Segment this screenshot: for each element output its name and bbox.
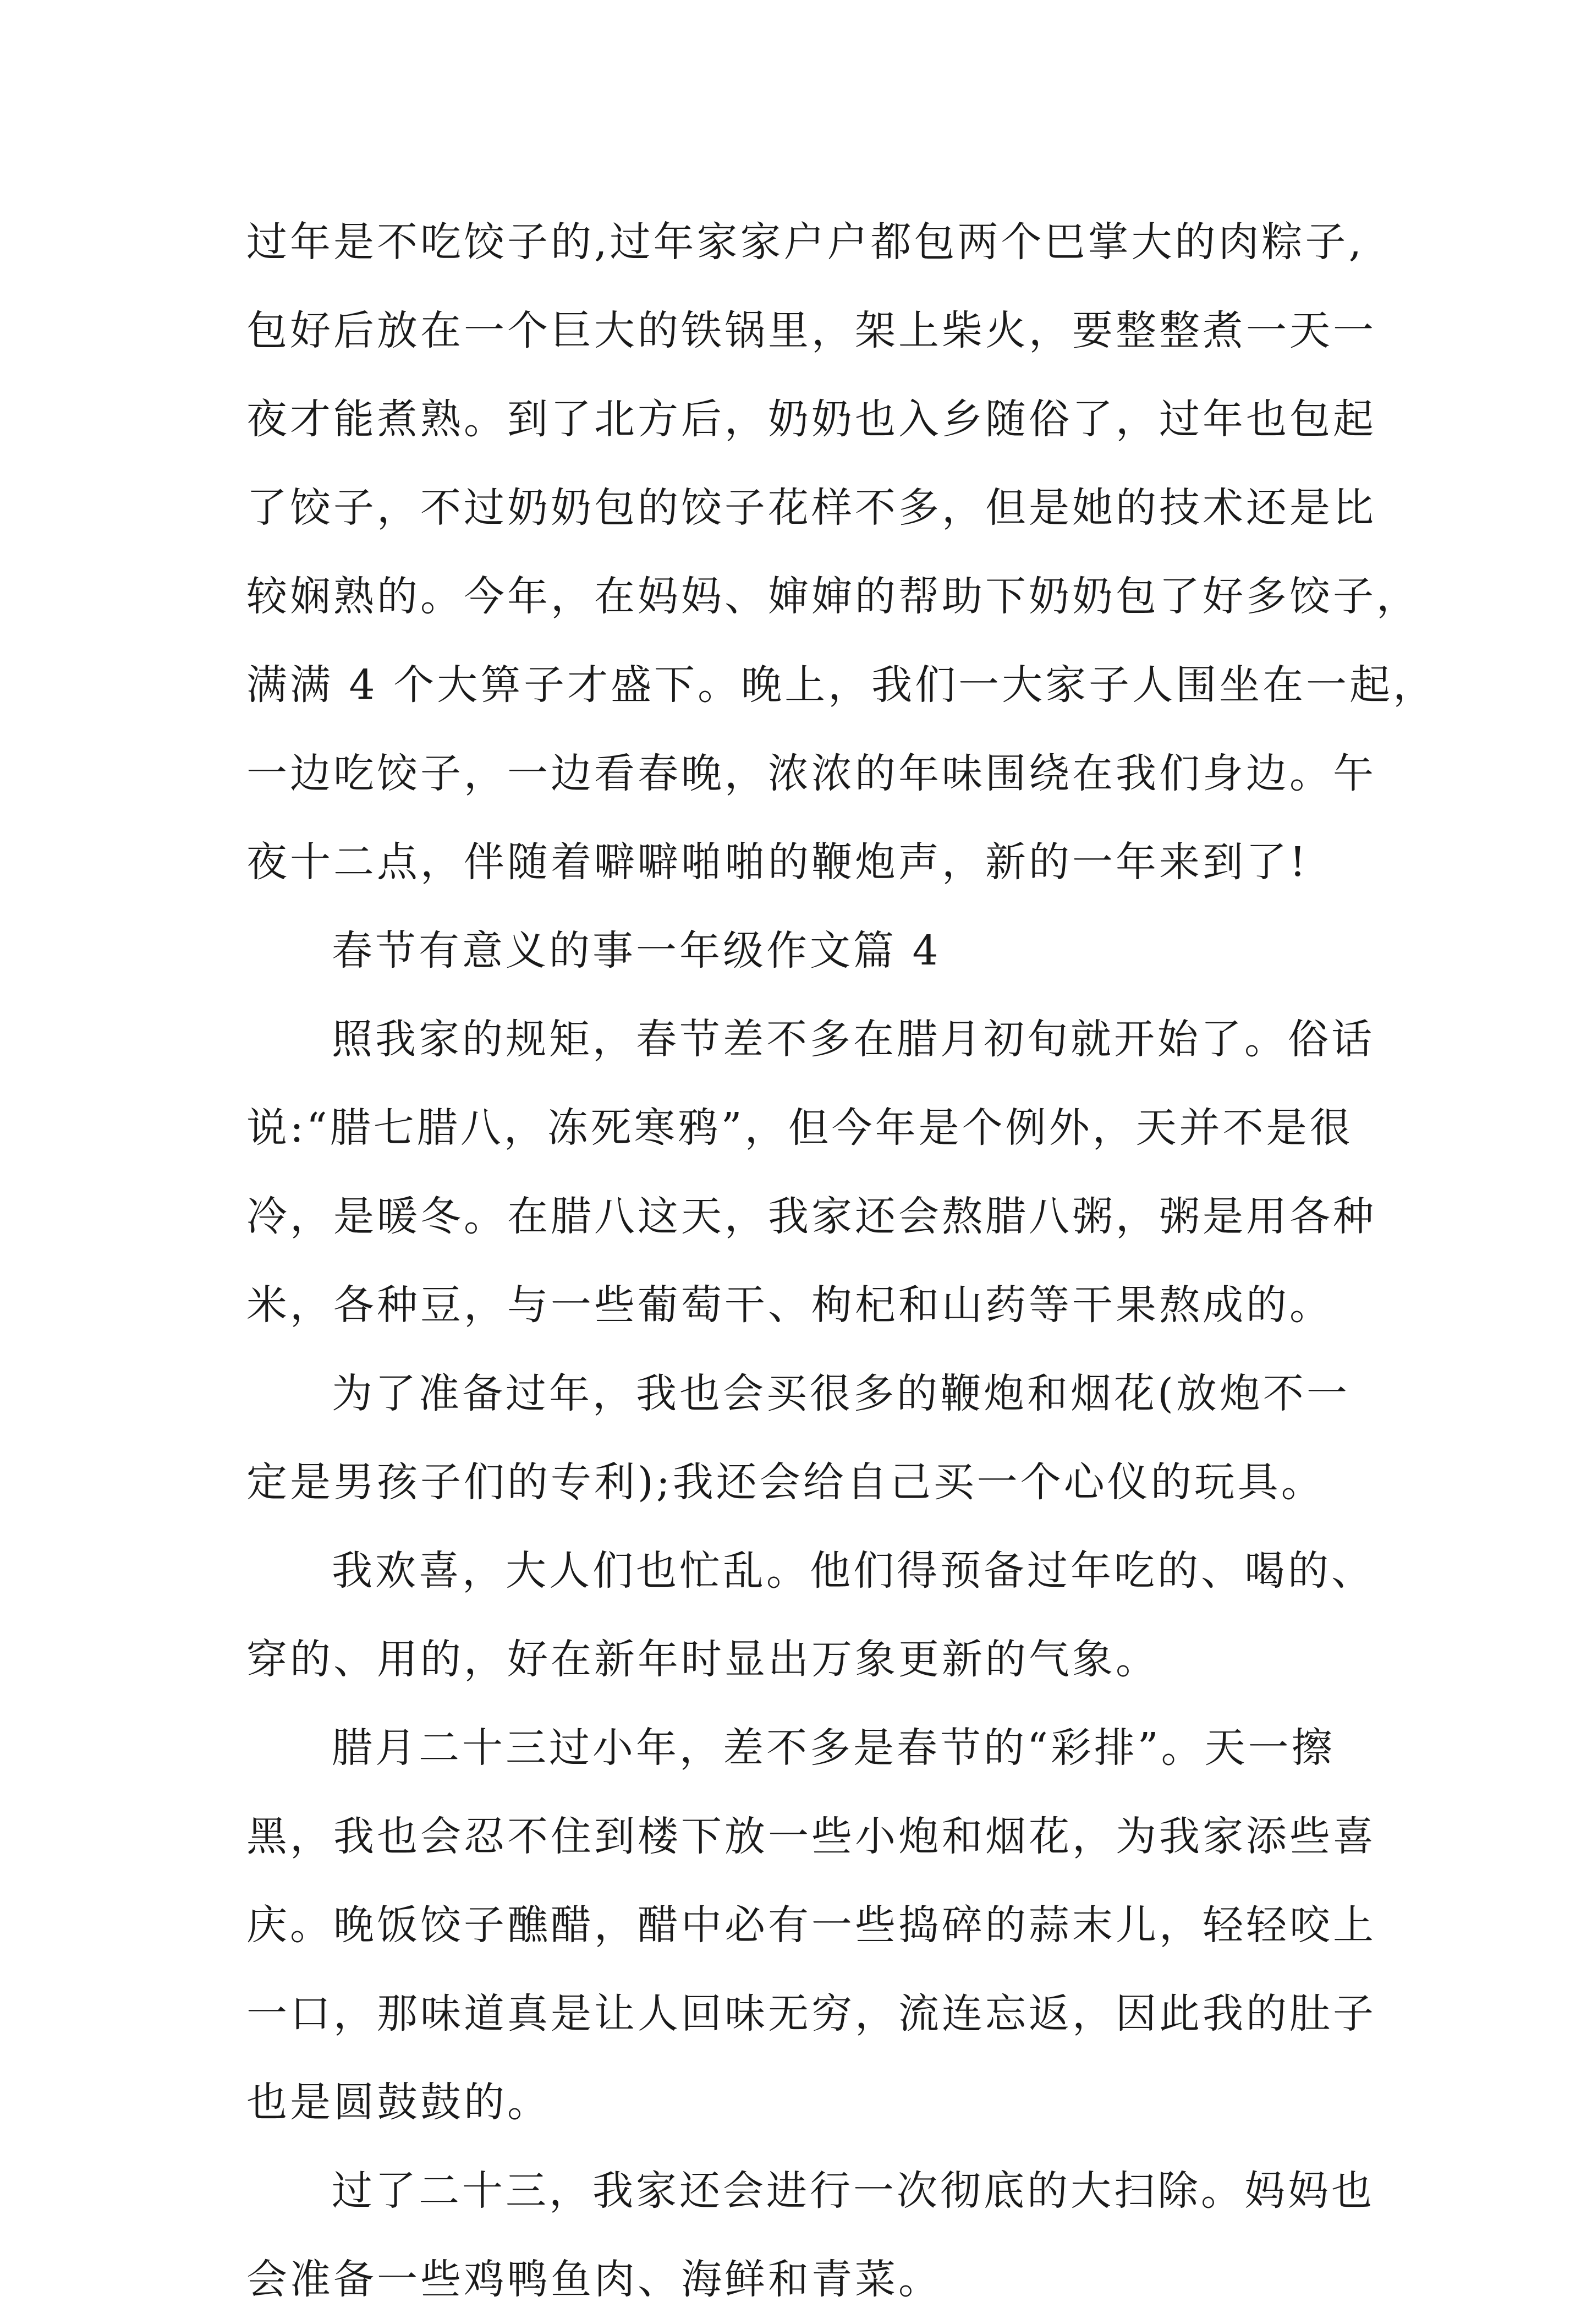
paragraph-line: 黑，我也会忍不住到楼下放一些小炮和烟花，为我家添些喜 <box>246 1813 1376 1860</box>
paragraph-line: 过了二十三，我家还会进行一次彻底的大扫除。妈妈也 <box>332 2167 1375 2215</box>
paragraph-line: 会准备一些鸡鸭鱼肉、海鲜和青菜。 <box>246 2256 942 2303</box>
article-body <box>246 198 1437 2324</box>
paragraph-line: 腊月二十三过小年，差不多是春节的“彩排”。天一擦 <box>332 1724 1335 1772</box>
paragraph-line: 一边吃饺子，一边看春晚，浓浓的年味围绕在我们身边。午 <box>246 750 1376 797</box>
paragraph-line: 定是男孩子们的专利);我还会给自己买一个心仪的玩具。 <box>246 1459 1325 1506</box>
paragraph-line: 庆。晚饭饺子醮醋，醋中必有一些捣碎的蒜末儿，轻轻咬上 <box>246 1901 1376 1949</box>
paragraph-line: 一口，那味道真是让人回味无穷，流连忘返，因此我的肚子 <box>246 1990 1376 2037</box>
paragraph-line: 穿的、用的，好在新年时显出万象更新的气象。 <box>246 1636 1159 1683</box>
paragraph-line: 夜才能煮熟。到了北方后，奶奶也入乡随俗了，过年也包起 <box>246 396 1376 443</box>
paragraph-line: 满满 4 个大箅子才盛下。晚上，我们一大家子人围坐在一起， <box>246 661 1437 709</box>
paragraph-line: 过年是不吃饺子的,过年家家户户都包两个巴掌大的肉粽子, <box>246 218 1365 266</box>
paragraph-line: 说:“腊七腊八，冻死寒鸦”，但今年是个例外，天并不是很 <box>246 1104 1353 1152</box>
section-heading: 春节有意义的事一年级作文篇 4 <box>332 927 941 974</box>
paragraph-line: 照我家的规矩，春节差不多在腊月初旬就开始了。俗话 <box>332 1016 1375 1063</box>
paragraph-line: 也是圆鼓鼓的。 <box>246 2079 551 2126</box>
paragraph-line: 了饺子，不过奶奶包的饺子花样不多，但是她的技术还是比 <box>246 484 1376 531</box>
paragraph-line: 为了准备过年，我也会买很多的鞭炮和烟花(放炮不一 <box>332 1370 1350 1417</box>
paragraph-line: 冷，是暖冬。在腊八这天，我家还会熬腊八粥，粥是用各种 <box>246 1193 1376 1240</box>
paragraph-line: 我欢喜，大人们也忙乱。他们得预备过年吃的、喝的、 <box>332 1547 1375 1594</box>
paragraph-line: 包好后放在一个巨大的铁锅里，架上柴火，要整整煮一天一 <box>246 307 1376 354</box>
paragraph-line: 米，各种豆，与一些葡萄干、枸杞和山药等干果熬成的。 <box>246 1281 1333 1329</box>
paragraph-line: 较娴熟的。今年，在妈妈、婶婶的帮助下奶奶包了好多饺子， <box>246 573 1420 620</box>
paragraph-line: 夜十二点，伴随着噼噼啪啪的鞭炮声，新的一年来到了! <box>246 838 1309 886</box>
